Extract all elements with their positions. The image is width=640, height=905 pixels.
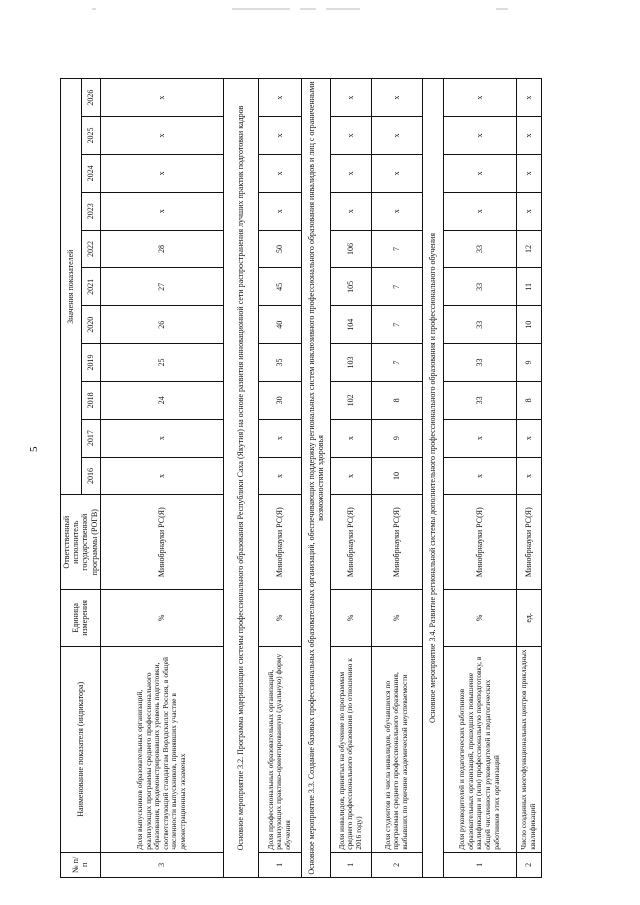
row-executor: Минобрнауки РС(Я) xyxy=(516,495,541,590)
header-year: 2018 xyxy=(81,381,100,419)
row-executor: Минобрнауки РС(Я) xyxy=(330,495,371,590)
indicators-table xyxy=(60,78,542,878)
row-value-2018: 8 xyxy=(516,381,541,419)
row-value-2024: x xyxy=(330,154,371,192)
row-indicator-name: Доля инвалидов, принятых на обучение по программам среднего профессионального образования (по отношению к 2016 году) xyxy=(330,646,371,852)
row-value-2022: 33 xyxy=(443,230,516,268)
table-row xyxy=(516,79,541,878)
row-value-2025: x xyxy=(443,117,516,155)
row-value-2021: 7 xyxy=(371,268,422,306)
row-value-2019: 9 xyxy=(516,344,541,382)
header-indicator: Наименование показателя (индикатора) xyxy=(61,646,101,852)
row-unit: ед. xyxy=(516,590,541,647)
row-unit: % xyxy=(100,590,223,647)
table-row xyxy=(258,79,301,878)
header-unit: Единица измерения xyxy=(61,590,101,647)
row-value-2016: x xyxy=(443,457,516,495)
row-value-2018: 33 xyxy=(443,381,516,419)
row-value-2017: 9 xyxy=(371,419,422,457)
section-title: Основное мероприятие 3.2. Программа модернизации системы профессионального образования Республики Саха (Якутия) на основе развития инновационной сети распространения лучших практик подготовки кадров xyxy=(223,79,258,878)
row-unit: % xyxy=(258,590,301,647)
row-value-2025: x xyxy=(371,117,422,155)
row-value-2018: 8 xyxy=(371,381,422,419)
header-year: 2019 xyxy=(81,344,100,382)
section-title: Основное мероприятие 3.3. Создание базовых профессиональных образовательных организаций, обеспечивающих поддержку региональных систем инклюзивного профессионального образования инвалидов и лиц с ограниченными возможностями здоровья xyxy=(301,79,330,878)
row-num: 2 xyxy=(371,852,422,877)
row-value-2017: x xyxy=(516,419,541,457)
row-indicator-name: Доля профессиональных образовательных организаций, реализующих практико-ориентированную (дуальную) форму обучения xyxy=(258,646,301,852)
row-indicator-name: Доля руководителей и педагогических работников образовательных организаций, прошедших повышение квалификации и (или) профессиональную переподготовку, в общей численности руководителей и педагогических работников этих организаций xyxy=(443,646,516,852)
header-year: 2024 xyxy=(81,154,100,192)
rotated-table-wrapper xyxy=(60,78,635,878)
row-value-2021: 105 xyxy=(330,268,371,306)
row-value-2025: x xyxy=(330,117,371,155)
header-year: 2022 xyxy=(81,230,100,268)
section-row xyxy=(223,79,258,878)
table-row xyxy=(371,79,422,878)
row-value-2021: 33 xyxy=(443,268,516,306)
row-executor: Минобрнауки РС(Я) xyxy=(443,495,516,590)
row-indicator-name: Доля студентов из числа инвалидов, обучавшихся по программам среднего профессионального образования, выбывших по причине академической неуспеваемости xyxy=(371,646,422,852)
row-value-2024: x xyxy=(443,154,516,192)
page-number: 5 xyxy=(28,446,40,452)
row-value-2017: x xyxy=(330,419,371,457)
row-value-2022: 28 xyxy=(100,230,223,268)
row-value-2024: x xyxy=(100,154,223,192)
row-value-2020: 40 xyxy=(258,306,301,344)
row-num: 1 xyxy=(443,852,516,877)
row-value-2018: 102 xyxy=(330,381,371,419)
row-value-2023: x xyxy=(100,192,223,230)
row-unit: % xyxy=(330,590,371,647)
row-num: 2 xyxy=(516,852,541,877)
row-value-2017: x xyxy=(443,419,516,457)
row-value-2023: x xyxy=(443,192,516,230)
row-num: 1 xyxy=(330,852,371,877)
table-body xyxy=(100,79,541,878)
row-executor: Минобрнауки РС(Я) xyxy=(371,495,422,590)
row-value-2021: 45 xyxy=(258,268,301,306)
row-value-2019: 7 xyxy=(371,344,422,382)
row-value-2016: x xyxy=(516,457,541,495)
header-executor: Ответственный исполнитель государственной программы (РОГВ) xyxy=(61,495,101,590)
row-value-2023: x xyxy=(371,192,422,230)
row-value-2016: 10 xyxy=(371,457,422,495)
row-value-2026: x xyxy=(330,79,371,117)
row-value-2026: x xyxy=(258,79,301,117)
section-title: Основное мероприятие 3.4. Развитие региональной системы дополнительного профессионального образования и профессионального обучения xyxy=(422,79,443,878)
header-year: 2025 xyxy=(81,117,100,155)
row-value-2020: 104 xyxy=(330,306,371,344)
row-num: 3 xyxy=(100,852,223,877)
row-value-2026: x xyxy=(443,79,516,117)
row-value-2022: 12 xyxy=(516,230,541,268)
header-values-title: Значения показателей xyxy=(61,79,82,495)
row-value-2021: 11 xyxy=(516,268,541,306)
row-value-2019: 33 xyxy=(443,344,516,382)
header-num: № п/п xyxy=(61,852,101,877)
row-value-2016: x xyxy=(330,457,371,495)
row-value-2025: x xyxy=(516,117,541,155)
row-value-2018: 24 xyxy=(100,381,223,419)
header-year: 2021 xyxy=(81,268,100,306)
row-indicator-name: Доля выпускников образовательных организаций, реализующих программы среднего профессионального образования, продемонстрировавших уровень подготовки, соответствующий стандартам Ворлдскиллс Россия, в общей численности выпускников, принявших участие в демонстрационных экзаменах xyxy=(100,646,223,852)
row-value-2024: x xyxy=(516,154,541,192)
header-year: 2017 xyxy=(81,419,100,457)
row-value-2023: x xyxy=(258,192,301,230)
row-value-2023: x xyxy=(330,192,371,230)
row-value-2022: 7 xyxy=(371,230,422,268)
row-executor: Минобрнауки РС(Я) xyxy=(100,495,223,590)
row-unit: % xyxy=(443,590,516,647)
row-value-2020: 33 xyxy=(443,306,516,344)
row-value-2019: 103 xyxy=(330,344,371,382)
row-value-2020: 10 xyxy=(516,306,541,344)
section-row xyxy=(422,79,443,878)
header-year: 2026 xyxy=(81,79,100,117)
row-value-2017: x xyxy=(258,419,301,457)
row-value-2020: 26 xyxy=(100,306,223,344)
row-value-2019: 35 xyxy=(258,344,301,382)
row-num: 1 xyxy=(258,852,301,877)
row-value-2020: 7 xyxy=(371,306,422,344)
row-value-2025: x xyxy=(100,117,223,155)
row-value-2026: x xyxy=(100,79,223,117)
header-year: 2016 xyxy=(81,457,100,495)
row-value-2025: x xyxy=(258,117,301,155)
header-year: 2023 xyxy=(81,192,100,230)
row-value-2026: x xyxy=(371,79,422,117)
row-unit: % xyxy=(371,590,422,647)
row-indicator-name: Число созданных многофункциональных центров прикладных квалификаций xyxy=(516,646,541,852)
row-value-2024: x xyxy=(371,154,422,192)
scan-artifact-marks xyxy=(0,6,640,12)
row-value-2023: x xyxy=(516,192,541,230)
row-value-2022: 106 xyxy=(330,230,371,268)
row-value-2021: 27 xyxy=(100,268,223,306)
row-value-2018: 30 xyxy=(258,381,301,419)
table-row xyxy=(100,79,223,878)
row-value-2017: x xyxy=(100,419,223,457)
row-value-2016: x xyxy=(100,457,223,495)
header-year: 2020 xyxy=(81,306,100,344)
row-executor: Минобрнауки РС(Я) xyxy=(258,495,301,590)
row-value-2019: 25 xyxy=(100,344,223,382)
section-row xyxy=(301,79,330,878)
table-row xyxy=(330,79,371,878)
row-value-2016: x xyxy=(258,457,301,495)
row-value-2022: 50 xyxy=(258,230,301,268)
row-value-2026: x xyxy=(516,79,541,117)
table-row xyxy=(443,79,516,878)
row-value-2024: x xyxy=(258,154,301,192)
